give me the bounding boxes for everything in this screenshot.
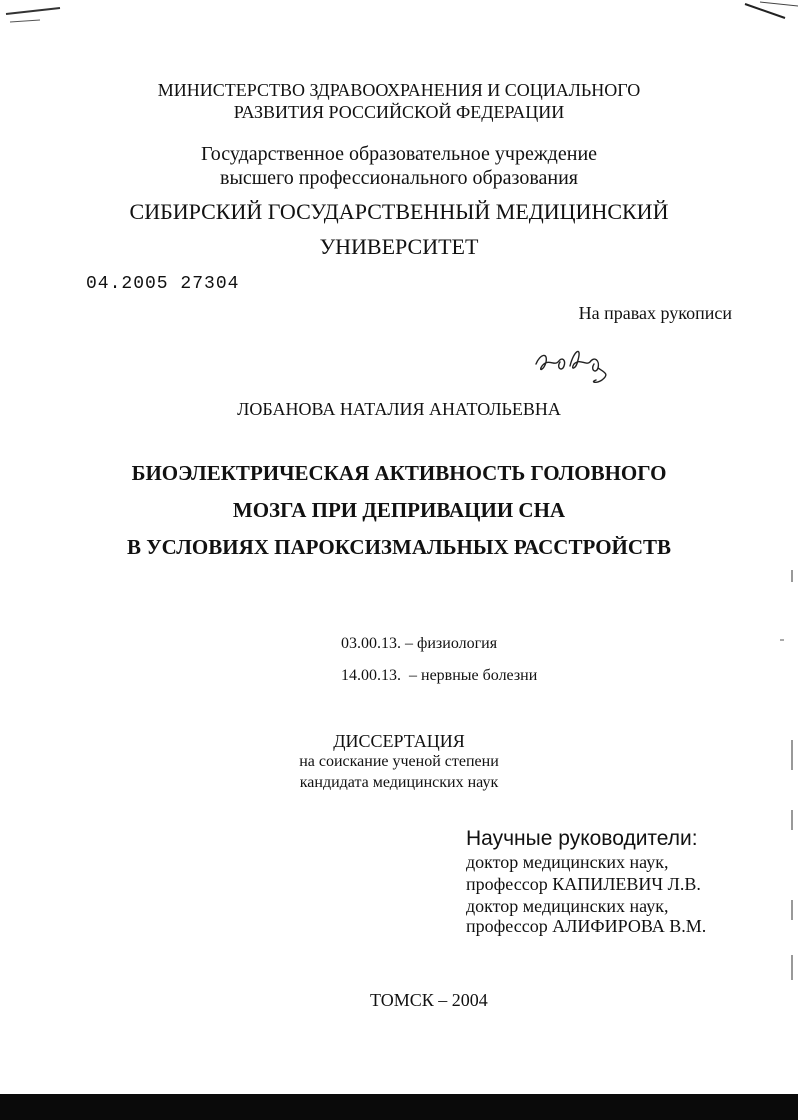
dissertation-label: ДИССЕРТАЦИЯ	[333, 731, 465, 751]
supervisor-1-degree: доктор медицинских наук,	[466, 852, 669, 872]
supervisor-1-name: профессор КАПИЛЕВИЧ Л.В.	[466, 874, 701, 894]
supervisors-heading: Научные руководители:	[466, 827, 698, 850]
supervisor-2-name: профессор АЛИФИРОВА В.М.	[466, 916, 707, 936]
degree-line-2: кандидата медицинских наук	[299, 774, 499, 791]
ministry-line-1: МИНИСТЕРСТВО ЗДРАВООХРАНЕНИЯ И СОЦИАЛЬНОГО	[157, 80, 641, 100]
specialty-physiology: 03.00.13. – физиология	[341, 635, 498, 652]
scan-bottom-edge	[0, 1094, 798, 1120]
thesis-title-line-2: МОЗГА ПРИ ДЕПРИВАЦИИ СНА	[232, 498, 566, 522]
scan-artifact-marks	[0, 0, 798, 60]
thesis-title-line-1: БИОЭЛЕКТРИЧЕСКАЯ АКТИВНОСТЬ ГОЛОВНОГО	[131, 461, 667, 485]
institution-line-1: Государственное образовательное учреждение	[200, 143, 598, 165]
university-name-line-1: СИБИРСКИЙ ГОСУДАРСТВЕННЫЙ МЕДИЦИНСКИЙ	[129, 199, 669, 224]
degree-line-1: на соискание ученой степени	[299, 753, 499, 770]
author-name: ЛОБАНОВА НАТАЛИЯ АНАТОЛЬЕВНА	[237, 399, 561, 419]
specialty-neurology: 14.00.13. – нервные болезни	[341, 667, 538, 684]
city-year: ТОМСК – 2004	[370, 990, 488, 1010]
institution-line-2: высшего профессионального образования	[220, 167, 578, 189]
supervisor-2-degree: доктор медицинских наук,	[466, 896, 669, 916]
ministry-line-2: РАЗВИТИЯ РОССИЙСКОЙ ФЕДЕРАЦИИ	[233, 102, 565, 122]
catalog-stamp-number: 04.2005 27304	[86, 274, 240, 294]
university-name-line-2: УНИВЕРСИТЕТ	[319, 234, 479, 259]
author-signature	[530, 336, 620, 390]
manuscript-rights-note: На правах рукописи	[578, 303, 732, 323]
thesis-title-line-3: В УСЛОВИЯХ ПАРОКСИЗМАЛЬНЫХ РАССТРОЙСТВ	[126, 535, 672, 559]
